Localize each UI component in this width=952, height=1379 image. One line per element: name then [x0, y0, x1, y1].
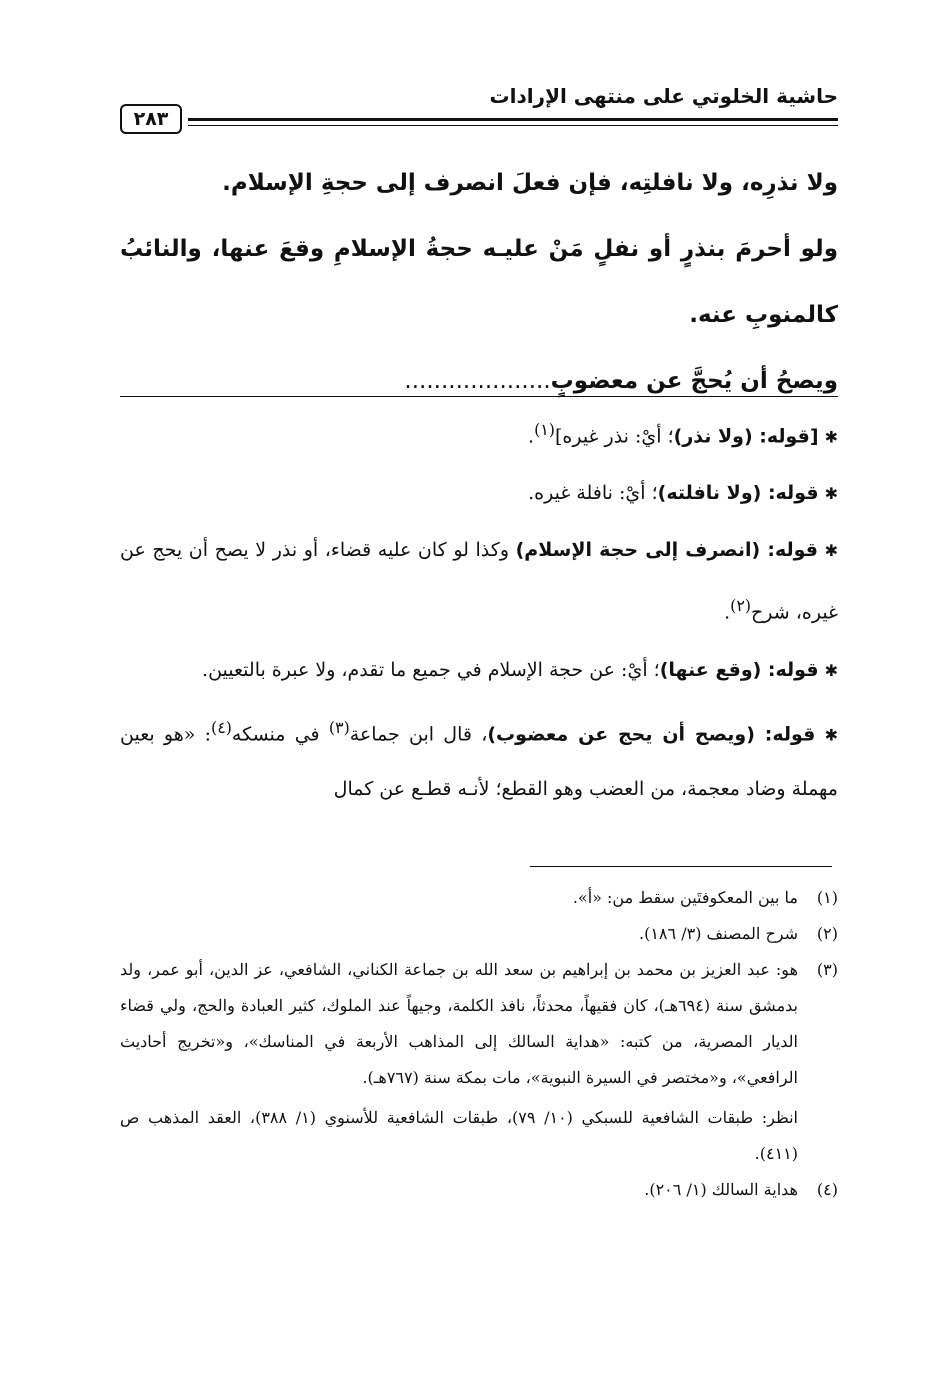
star-icon: ✱ — [824, 484, 838, 504]
footnote-number: (٤) — [816, 1180, 838, 1199]
commentary-text: ، قال ابن جماعة — [349, 722, 488, 745]
footnote-ref: (٣) — [328, 717, 350, 737]
commentary-item — [120, 643, 838, 698]
commentary-text: ؛ أيْ: نافلة غيره. — [528, 482, 658, 505]
commentary-text: ؛ أيْ: عن حجة الإسلام في جميع ما تقدم، ولا عبرة بالتعيين. — [202, 658, 660, 681]
matn-line-2: ولو أحرمَ بنذرٍ أو نفلٍ مَنْ عليـه حجةُ الإسلامِ وقعَ عنها، والنائبُ كالمنوبِ عنه. — [120, 236, 838, 328]
footnote-3-sources: انظر: طبقات الشافعية للسبكي (١٠/ ٧٩)، طبقات الشافعية للأسنوي (١/ ٣٨٨)، العقد المذهب ص (٤١١). — [120, 1108, 799, 1163]
commentary-end: : «هو بعين مهملة وضاد معجمة، من العضب وهو القطع؛ لأنـه قطـع عن كمال — [120, 722, 838, 800]
footnote-2 — [120, 916, 838, 952]
commentary-item — [120, 523, 838, 640]
commentary-text: في منسكه — [231, 722, 329, 745]
commentary-text: ؛ أيْ: نذر غيره] — [554, 425, 674, 448]
footnote-ref: (٤) — [211, 717, 232, 737]
footnote-text: ما بين المعكوفتَين سقط من: «أ». — [572, 888, 798, 907]
commentary-label: قوله: (وقع عنها) — [659, 658, 819, 681]
star-icon: ✱ — [824, 427, 838, 447]
commentary-item — [120, 700, 838, 817]
footnote-text: شرح المصنف (٣/ ١٨٦). — [639, 924, 798, 943]
footnote-number: (٢) — [816, 924, 838, 943]
footnote-number: (٣) — [816, 960, 838, 979]
running-header — [120, 84, 838, 134]
commentary-text: وكذا لو كان عليه قضاء، أو نذر لا يصح أن يحج عن غيره، شرح — [120, 539, 838, 624]
footnote-4 — [120, 1172, 838, 1208]
commentary-label: قوله: (ويصح أن يحج عن معضوب) — [487, 722, 816, 745]
commentary-label: [قوله: (ولا نذر) — [673, 425, 819, 448]
commentary-item — [120, 402, 838, 464]
star-icon: ✱ — [824, 724, 839, 744]
dotted-leader: .................... — [404, 368, 551, 394]
footnote-ref: (٢) — [730, 596, 752, 616]
commentary-end: . — [724, 601, 731, 624]
star-icon: ✱ — [824, 660, 838, 680]
footnote-number: (١) — [816, 888, 838, 907]
header-rule-thin — [188, 125, 838, 126]
page-number: ٢٨٣ — [120, 104, 182, 134]
header-rule — [188, 118, 838, 121]
footnote-1 — [120, 880, 838, 916]
commentary-label: قوله: (ولا نافلته) — [657, 482, 819, 505]
commentary — [120, 402, 838, 819]
matn-divider — [120, 396, 838, 397]
book-title: حاشية الخلوتي على منتهى الإرادات — [489, 84, 838, 108]
matn-text — [120, 150, 838, 414]
footnotes — [120, 880, 838, 1208]
commentary-item — [120, 466, 838, 521]
footnote-3 — [120, 952, 838, 1096]
footnote-text: هداية السالك (١/ ٢٠٦). — [644, 1180, 798, 1199]
commentary-end: . — [528, 425, 535, 448]
footnote-ref: (١) — [534, 420, 555, 439]
footnote-divider — [530, 866, 832, 867]
star-icon: ✱ — [824, 541, 839, 561]
footnote-text: هو: عبد العزيز بن محمد بن إبراهيم بن سعد الله بن جماعة الكناني، الشافعي، عز الدين، أبو عمر، ولد بدمشق سنة (٦٩٤هـ)، كان فقيهاً، محدثاً، نافذ الكلمة، وجيهاً عند الملوك، كثير العبادة والحج، ولي قضاء الديار المصرية، من كتبه: «هداية السالك إلى المذاهب الأربعة في المناسك»، و«تخريج أحاديث الرافعي»، و«مختصر في السيرة النبوية»، مات بمكة سنة (٧٦٧هـ). — [120, 960, 799, 1087]
commentary-label: قوله: (انصرف إلى حجة الإسلام) — [515, 539, 818, 562]
matn-line-1: ولا نذرِه، ولا نافلتِه، فإن فعلَ انصرف إلى حجةِ الإسلام. — [222, 170, 838, 196]
matn-line-3-text: ويصحُ أن يُحجَّ عن معضوبٍ — [550, 368, 838, 394]
